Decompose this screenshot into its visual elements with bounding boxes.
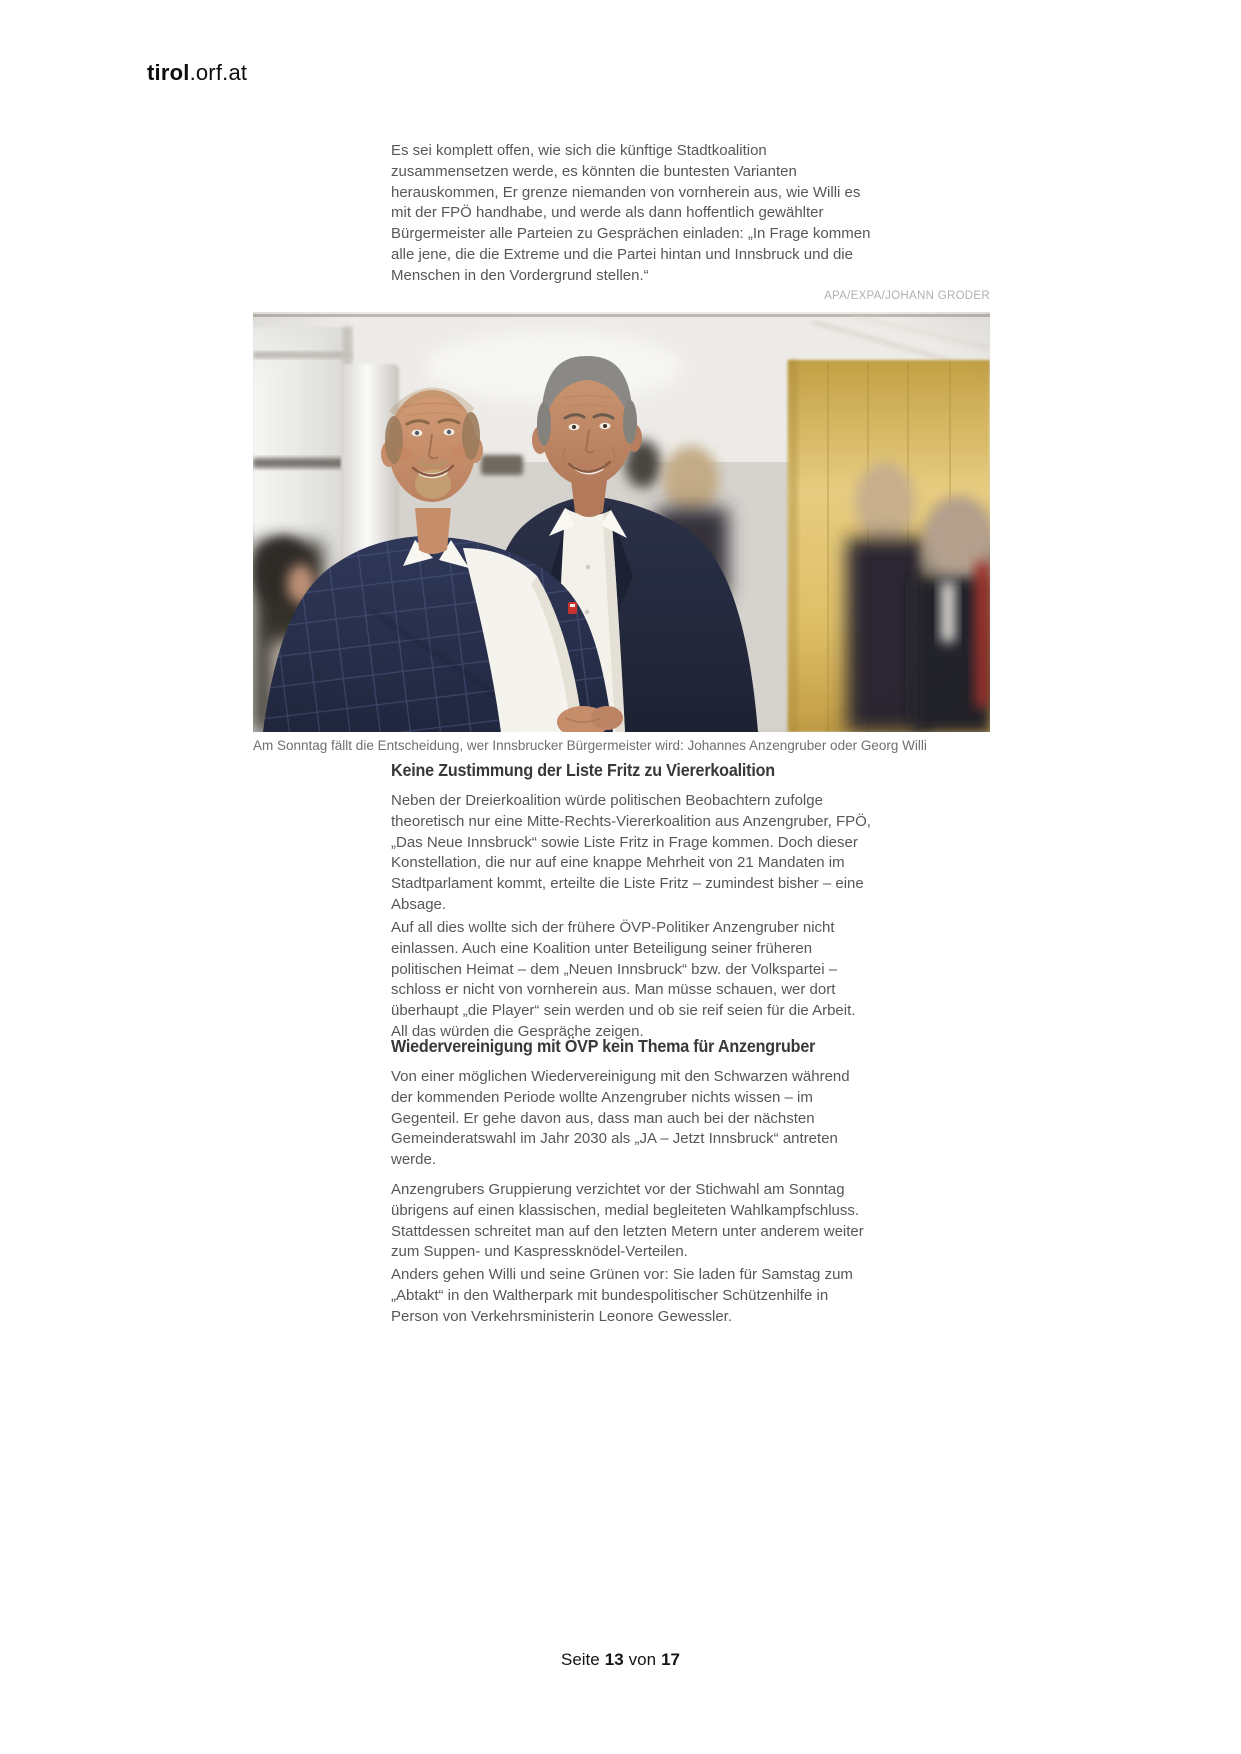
section-heading-wiedervereinigung: Wiedervereinigung mit ÖVP kein Thema für Anzengruber xyxy=(391,1036,816,1056)
site-logo xyxy=(147,60,247,86)
page-footer xyxy=(0,1650,1241,1670)
article-photo xyxy=(253,312,990,732)
lead-paragraph: Es sei komplett offen, wie sich die künftige Stadtkoalition zusammensetzen werde, es könnten die buntesten Varianten herauskommen, Er grenze niemanden von vornherein aus, wie Willi es mit der FPÖ handhabe, und werde als dann hoffentlich gewählter Bürgermeister alle Parteien zu Gesprächen einladen: „In Frage kommen alle jene, die die Extreme und die Partei hintan und Innsbruck und die Menschen in den Vordergrund stellen.“ xyxy=(391,142,871,284)
photo-caption: Am Sonntag fällt die Entscheidung, wer Innsbrucker Bürgermeister wird: Johannes Anzengruber oder Georg Willi xyxy=(253,738,927,753)
section-paragraph: Anders gehen Willi und seine Grünen vor: Sie laden für Samstag zum „Abtakt“ in den Waltherpark mit bundespolitischer Schützenhilfe in Person von Verkehrsministerin Leonore Gewessler. xyxy=(391,1266,853,1325)
footer-page-total: 17 xyxy=(661,1650,680,1669)
site-logo-domain: .orf.at xyxy=(189,60,248,85)
section-paragraph: Von einer möglichen Wiedervereinigung mit den Schwarzen während der kommenden Periode wollte Anzengruber nichts wissen – im Gegenteil. Er gehe davon aus, dass man auch bei der nächsten Gemeinderatswahl im Jahr 2030 als „JA – Jetzt Innsbruck“ antreten werde. xyxy=(391,1068,850,1169)
section-heading-liste-fritz: Keine Zustimmung der Liste Fritz zu Viererkoalition xyxy=(391,760,775,780)
photo-credit: APA/EXPA/JOHANN GRODER xyxy=(824,290,990,302)
footer-label-of: von xyxy=(628,1650,657,1669)
section-paragraph: Neben der Dreierkoalition würde politischen Beobachtern zufolge theoretisch nur eine Mitte-Rechts-Viererkoalition aus Anzengruber, FPÖ, „Das Neue Innsbruck“ sowie Liste Fritz in Frage kommen. Doch dieser Konstellation, die nur auf eine knappe Mehrheit von 21 Mandaten im Stadtparlament kommt, erteilte die Liste Fritz – zumindest bisher – eine Absage. xyxy=(391,792,871,913)
section-paragraph: Auf all dies wollte sich der frühere ÖVP-Politiker Anzengruber nicht einlassen. Auch eine Koalition unter Beteiligung seiner früheren politischen Heimat – dem „Neuen Innsbruck“ bzw. der Volkspartei – schloss er nicht von vornherein aus. Man müsse schauen, wer dort überhaupt „die Player“ sein werden und ob sie reif seien für die Arbeit. All das würden die Gespräche zeigen. xyxy=(391,919,856,1040)
site-logo-brand: tirol xyxy=(147,60,190,85)
footer-label-page: Seite xyxy=(560,1650,600,1669)
section-paragraph: Anzengrubers Gruppierung verzichtet vor der Stichwahl am Sonntag übrigens auf einen klassischen, medial begleiteten Wahlkampfschluss. Stattdessen schreitet man auf den letzten Metern unter anderem weiter zum Suppen- und Kaspressknödel-Verteilen. xyxy=(391,1181,864,1261)
article-photo-illustration xyxy=(253,312,990,732)
footer-page-number: 13 xyxy=(604,1650,624,1669)
